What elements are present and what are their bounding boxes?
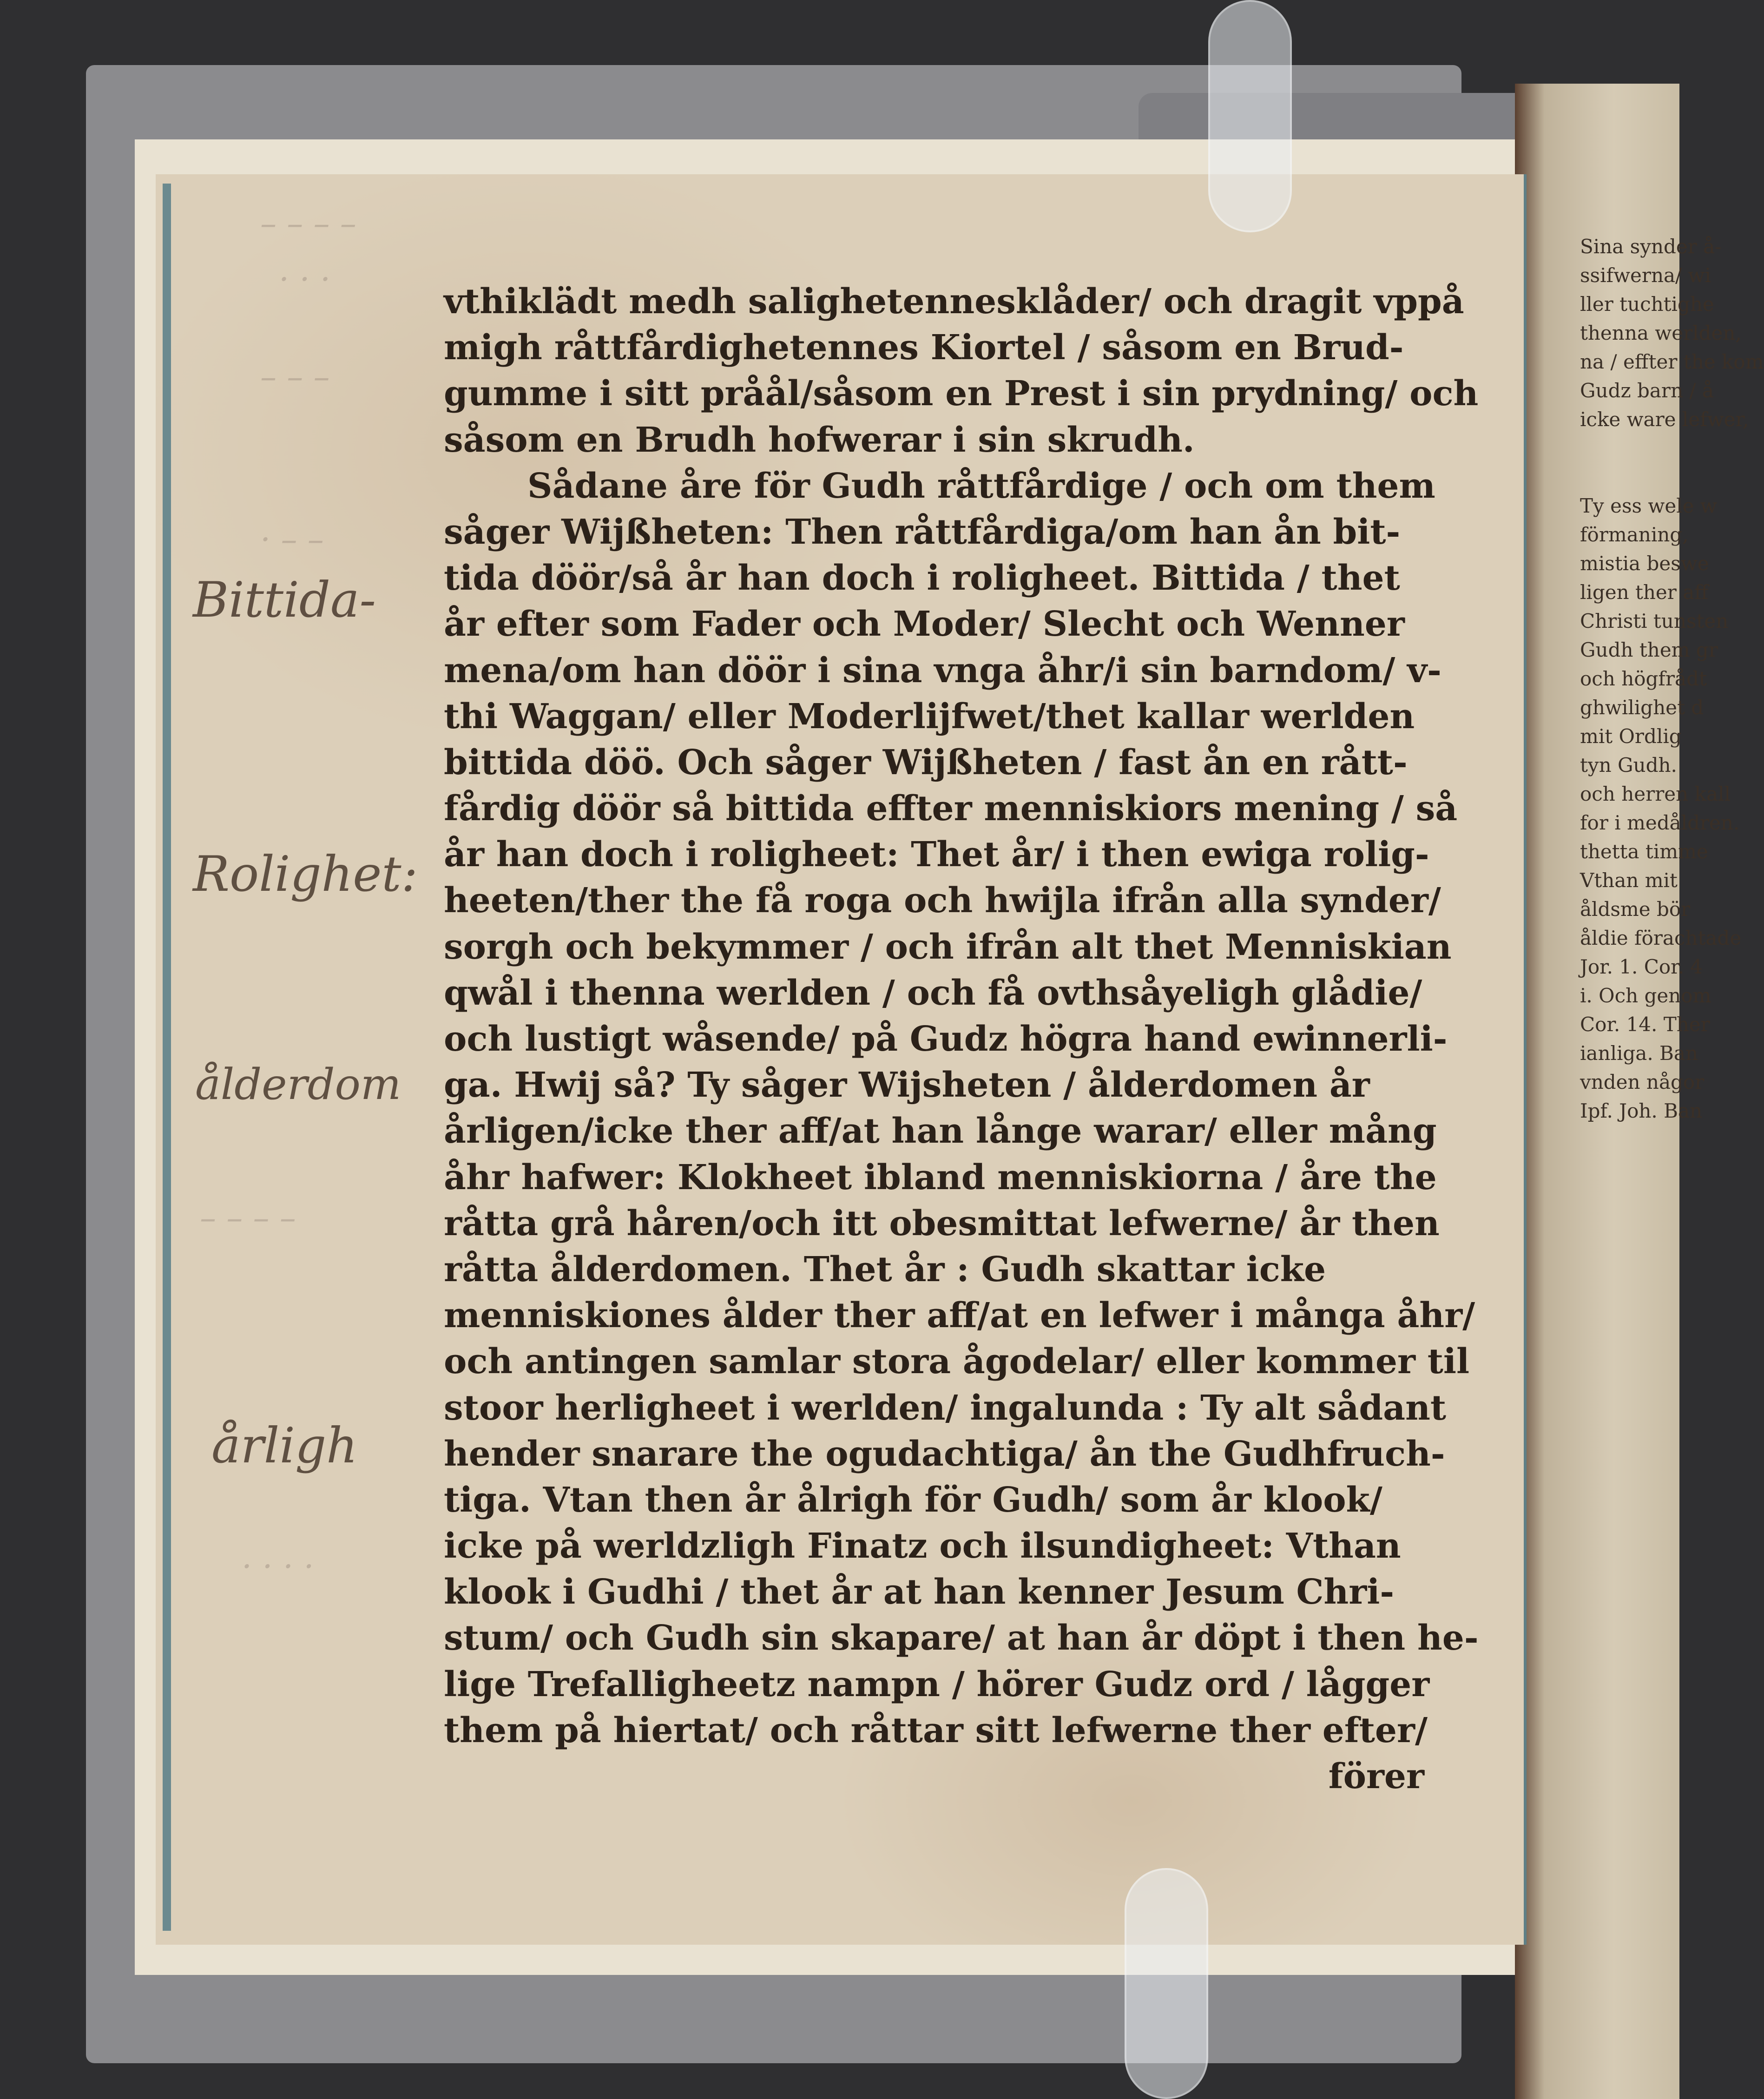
text-line: lige Trefalligheetz nampn / hörer Gudz ord / lågger [444,1664,1430,1704]
adjacent-text-line: icke ware lefwer, [1580,408,1749,431]
adjacent-text-line: Cor. 14. Ther [1580,1013,1710,1036]
adjacent-text-line [1580,434,1679,463]
text-line: klook i Gudhi / thet år at han kenner Jesum Chri- [444,1572,1395,1612]
adjacent-text-line: Sina synder å- [1580,235,1722,258]
adjacent-text-line: tyn Gudh. [1580,754,1677,776]
adjacent-text-line: thetta timme [1580,840,1708,863]
text-line: vthiklädt medh salighetennesklåder/ och dragit vppå [444,282,1464,322]
adjacent-text-line: mit Ordlig [1580,725,1682,748]
adjacent-text-line: ghwilighet d [1580,696,1704,719]
adjacent-text-line: thenna werlden, [1580,322,1742,344]
adjacent-text-line: Gudh them gr [1580,638,1718,661]
adjacent-text-line: vnden någor [1580,1071,1705,1093]
margin-note-rolighet: Rolighet: [193,846,418,902]
text-line: thi Waggan/ eller Moderlijfwet/thet kallar werlden [444,696,1415,737]
text-line: och lustigt wåsende/ på Gudz högra hand ewinnerli- [444,1019,1448,1059]
text-line: gumme i sitt pråål/såsom en Prest i sin prydning/ och [444,374,1479,414]
adjacent-text-line: åldsme bör [1580,898,1691,921]
margin-note-bittida: Bittida- [193,572,376,628]
text-line: mena/om han döör i sina vnga åhr/i sin barndom/ v- [444,650,1441,691]
text-line: årligen/icke ther aff/at han långe warar/ eller mång [444,1111,1437,1151]
adjacent-text-line: for i medåldren. [1580,811,1740,834]
faded-margin-mark: · · · [279,260,331,298]
adjacent-text-line: i. Och genom [1580,984,1711,1007]
text-line: icke på werldzligh Finatz och ilsundigheet: Vthan [444,1526,1401,1566]
text-line: såger Wijßheten: Then råttfårdiga/om han ån bit- [444,512,1401,552]
text-line: ga. Hwij så? Ty såger Wijsheten / ålderdomen år [444,1065,1370,1105]
adjacent-text-line [1580,463,1679,492]
faded-margin-mark: – – – [260,358,330,396]
text-line: hender snarare the ogudachtiga/ ån the Gudhfruch- [444,1434,1445,1474]
text-line: åhr hafwer: Klokheet ibland menniskiorna / åre the [444,1157,1437,1198]
adjacent-text-line: ssifwerna/ wi [1580,264,1711,287]
faded-margin-mark: – – – – [200,1199,296,1237]
adjacent-text-line: ligen ther aff [1580,581,1709,604]
text-line: stoor herligheet i werlden/ ingalunda : Ty alt sådant [444,1388,1447,1428]
margin-note-alderdom: ålderdom [195,1059,402,1109]
text-line: stum/ och Gudh sin skapare/ at han år döpt i then he- [444,1618,1479,1658]
adjacent-text-line: Ty ess wele w [1580,494,1717,517]
text-line: råtta ålderdomen. Thet år : Gudh skattar icke [444,1249,1326,1290]
text-line: fårdig döör så bittida effter menniskiors mening / så [444,789,1458,829]
adjacent-text-line: Christi tunsten [1580,610,1729,632]
adjacent-text-line: ianliga. Ban [1580,1042,1698,1065]
text-line: bittida döö. Och såger Wijßheten / fast ån en rått- [444,742,1408,783]
text-line: them på hiertat/ och råttar sitt lefwerne ther efter/ [444,1710,1428,1750]
text-line: råtta grå håren/och itt obesmittat lefwerne/ år then [444,1203,1440,1244]
text-line: migh råttfårdighetennes Kiortel / såsom en Brud- [444,328,1404,368]
adjacent-text-line: förmaning, [1580,523,1689,546]
margin-note-arligh: årligh [211,1417,358,1474]
text-line: menniskiones ålder ther aff/at en lefwer i många åhr/ [444,1296,1475,1336]
text-line: Sådane åre för Gudh råttfårdige / och om them [527,466,1435,506]
text-line: tida döör/så år han doch i roligheet. Bittida / thet [444,558,1400,599]
printed-text-block [444,279,1479,1800]
faded-margin-mark: – – – – [260,204,356,243]
page-clip-bottom [1125,1868,1208,2099]
adjacent-text-line: och högfrådt [1580,667,1707,690]
text-line: förer [1328,1757,1424,1796]
adjacent-text-line: Vthan mit [1580,869,1678,892]
text-line: qwål i thenna werlden / och få ovthsåyeligh glådie/ [444,973,1422,1013]
text-line: heeten/ther the få roga och hwijla ifrån alla synder/ [444,881,1441,921]
text-line: år han doch i roligheet: Thet år/ i then ewiga rolig- [444,835,1429,875]
text-line: och antingen samlar stora ågodelar/ eller kommer til [444,1342,1470,1382]
adjacent-text-line: åldie förachtade [1580,927,1742,949]
faded-margin-mark: · · · · [242,1547,314,1586]
text-line: tiga. Vtan then år ålrigh för Gudh/ som år klook/ [444,1480,1382,1520]
text-line: år efter som Fader och Moder/ Slecht och Wenner [444,604,1405,645]
adjacent-text-line: Ipf. Joh. Ban [1580,1099,1703,1122]
page-edge [163,184,171,1931]
adjacent-text-line: mistia beswe [1580,552,1709,575]
text-line: såsom en Brudh hofwerar i sin skrudh. [444,420,1195,460]
adjacent-text-line: na / effter the kom [1580,350,1764,373]
adjacent-page-text [1580,232,1764,1859]
text-line: sorgh och bekymmer / och ifrån alt thet Menniskian [444,927,1452,967]
faded-margin-mark: · – – [260,520,324,559]
adjacent-text-line: Jor. 1. Cor. 4 [1580,955,1703,978]
page-clip-top [1208,0,1292,232]
adjacent-text-line: ller tuchtighe [1580,293,1714,316]
adjacent-text-line: Gudz barn / å [1580,379,1714,402]
adjacent-text-line: och herren kall [1580,783,1731,805]
